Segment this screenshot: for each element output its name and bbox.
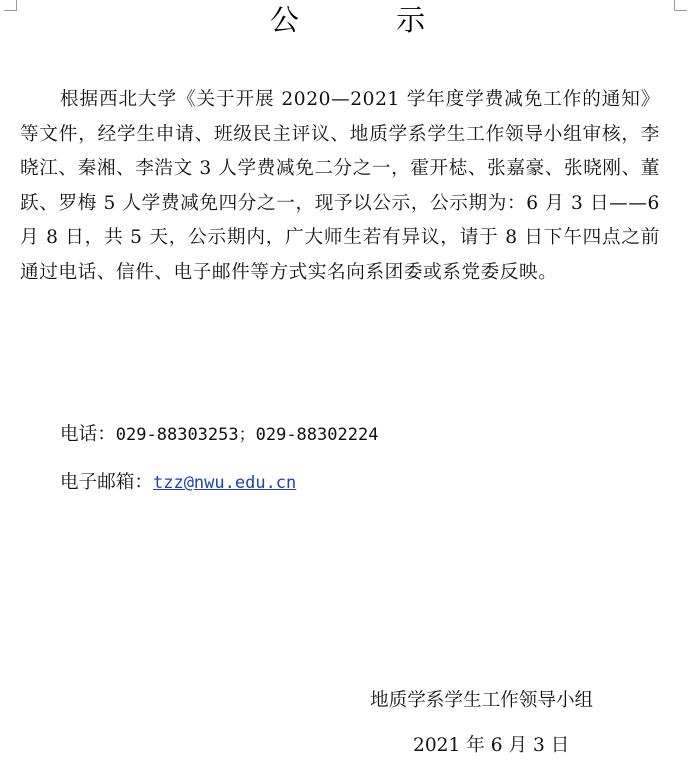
phone-numbers: 029-88303253；029-88302224 — [115, 425, 379, 445]
signature-date: 2021 年 6 月 3 日 — [413, 735, 570, 756]
phone-label: 电话： — [60, 424, 116, 445]
signature: 地质学系学生工作领导小组 — [370, 690, 594, 711]
notice-title: 公 示 — [269, 3, 470, 37]
email-link[interactable]: tzz@nwu.edu.cn — [152, 473, 297, 493]
notice-body: 根据西北大学《关于开展 2020—2021 学年度学费减免工作的通知》等文件，经学生申请、班级民主评议、地质学系学生工作领导小组审核，李晓江、秦湘、李浩文 3 人学费减免二分之一，霍开梽、张嘉豪、张晓刚、董跃、罗梅 5 人学费减免四分之一，现予以公示，公示期为：6 月 3 日——6 月 8 日，共 5 天，公示期内，广大师生若有异议，请于 8 日下午四点之前通过电话、信件、电子邮件等方式实名向系团委或系党委反映。 — [20, 89, 660, 283]
phone-line — [60, 420, 378, 450]
email-line — [60, 468, 296, 498]
email-label: 电子邮箱： — [60, 472, 153, 493]
